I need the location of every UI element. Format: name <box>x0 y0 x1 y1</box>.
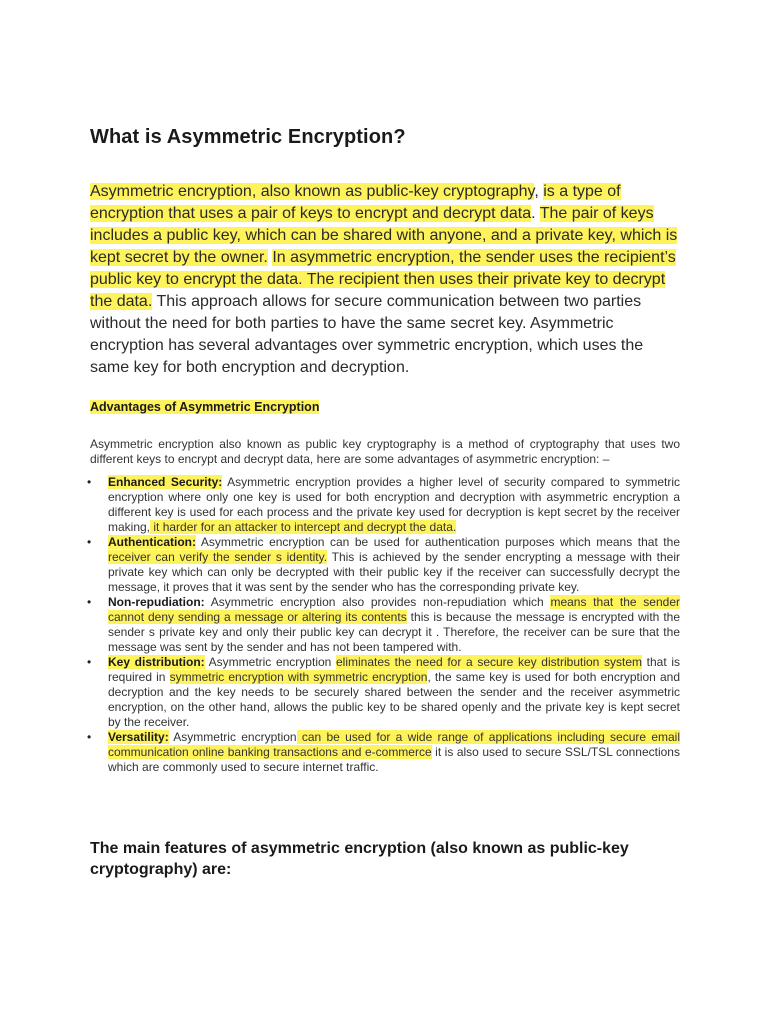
list-item <box>87 730 680 775</box>
list-item <box>87 475 681 535</box>
text-run: . <box>531 205 540 222</box>
list-item-label: Enhanced Security: <box>108 475 223 489</box>
advantages-list <box>87 475 681 775</box>
text-run: , <box>534 183 544 200</box>
highlighted-text: it harder for an attacker to intercept and decrypt the data. <box>150 520 457 534</box>
text-run: This is achieved by the sender encrypting a message with their private key which can only be decrypted with their public key if the receiver can successfully decrypt the message, it proves that it was sent by the sender who has the corresponding private key. <box>108 550 680 594</box>
text-run: Asymmetric encryption provides a higher level of security compared to symmetric encryption where only one key is used for both encryption and decryption with asymmetric encryption a different key is used for each process and the private key used for decryption is kept secret by the receiver making, <box>108 475 681 534</box>
text-run: Asymmetric encryption can be used for authentication purposes which means that the <box>196 535 680 549</box>
text-run: This approach allows for secure communication between two parties without the need for both parties to have the same secret key. Asymmetric encryption has several advantages over symmetric encryption, which uses the same key for both encryption and decryption. <box>90 293 644 376</box>
bullet-icon: • <box>87 475 92 489</box>
list-item-label: Key distribution: <box>108 655 205 669</box>
bullet-icon: • <box>87 655 92 669</box>
list-item-label: Non-repudiation: <box>108 595 205 609</box>
highlighted-text: Asymmetric encryption, also known as public-key cryptography <box>90 183 535 200</box>
features-heading: The main features of asymmetric encryption (also known as public-key cryptography) are: <box>90 840 629 878</box>
list-item <box>87 655 680 730</box>
highlighted-text: eliminates the need for a secure key distribution system <box>335 655 642 669</box>
intro-paragraph <box>90 181 680 379</box>
bullet-icon: • <box>87 730 92 744</box>
text-run: this is because the message is encrypted with the sender s private key and only their public key can decrypt it . Therefore, the receiver can be sure that the message was sent by the sender and has not been tampered with. <box>108 610 681 654</box>
highlighted-text: can be used for a wide range of applications including secure email communication online banking transactions and e-commerce <box>108 730 680 759</box>
highlighted-text: symmetric encryption with symmetric encryption <box>169 670 428 684</box>
highlighted-text: In asymmetric encryption, the sender uses the recipient’s public key to encrypt the data. The recipient then uses their private key to decrypt the data. <box>90 249 676 310</box>
highlighted-text: receiver can verify the sender s identity. <box>108 550 328 564</box>
list-item-label: Authentication: <box>108 535 196 549</box>
highlighted-text: The pair of keys includes a public key, which can be shared with anyone, and a private key, which is kept secret by the owner. <box>90 205 678 266</box>
text-run: that is required in <box>108 655 680 684</box>
list-item <box>87 595 681 655</box>
page-title: What is Asymmetric Encryption? <box>90 126 406 148</box>
text-run: Asymmetric encryption <box>168 730 297 744</box>
advantages-heading <box>90 400 319 414</box>
highlighted-text: means that the sender cannot deny sending a message or altering its contents <box>108 595 680 624</box>
bullet-icon: • <box>87 595 92 609</box>
advantages-lead: Asymmetric encryption also known as public key cryptography is a method of cryptography that uses two different keys to encrypt and decrypt data, here are some advantages of asymmetric encryption: – <box>90 437 680 466</box>
text-run: Asymmetric encryption also provides non-repudiation which <box>204 595 551 609</box>
list-item-label: Versatility: <box>108 730 169 744</box>
list-item <box>87 535 680 595</box>
bullet-icon: • <box>87 535 92 549</box>
advantages-heading-text: Advantages of Asymmetric Encryption <box>90 400 320 414</box>
text-run: it is also used to secure SSL/TSL connections which are commonly used to secure internet traffic. <box>108 745 680 774</box>
text-run: Asymmetric encryption <box>204 655 336 669</box>
text-run: , the same key is used for both encryption and decryption and the key needs to be securely shared between the sender and the receiver asymmetric encryption, on the other hand, allows the public key to be shared openly and the private key is kept secret by the receiver. <box>108 670 680 729</box>
highlighted-text: is a type of encryption that uses a pair of keys to encrypt and decrypt data <box>90 183 621 222</box>
